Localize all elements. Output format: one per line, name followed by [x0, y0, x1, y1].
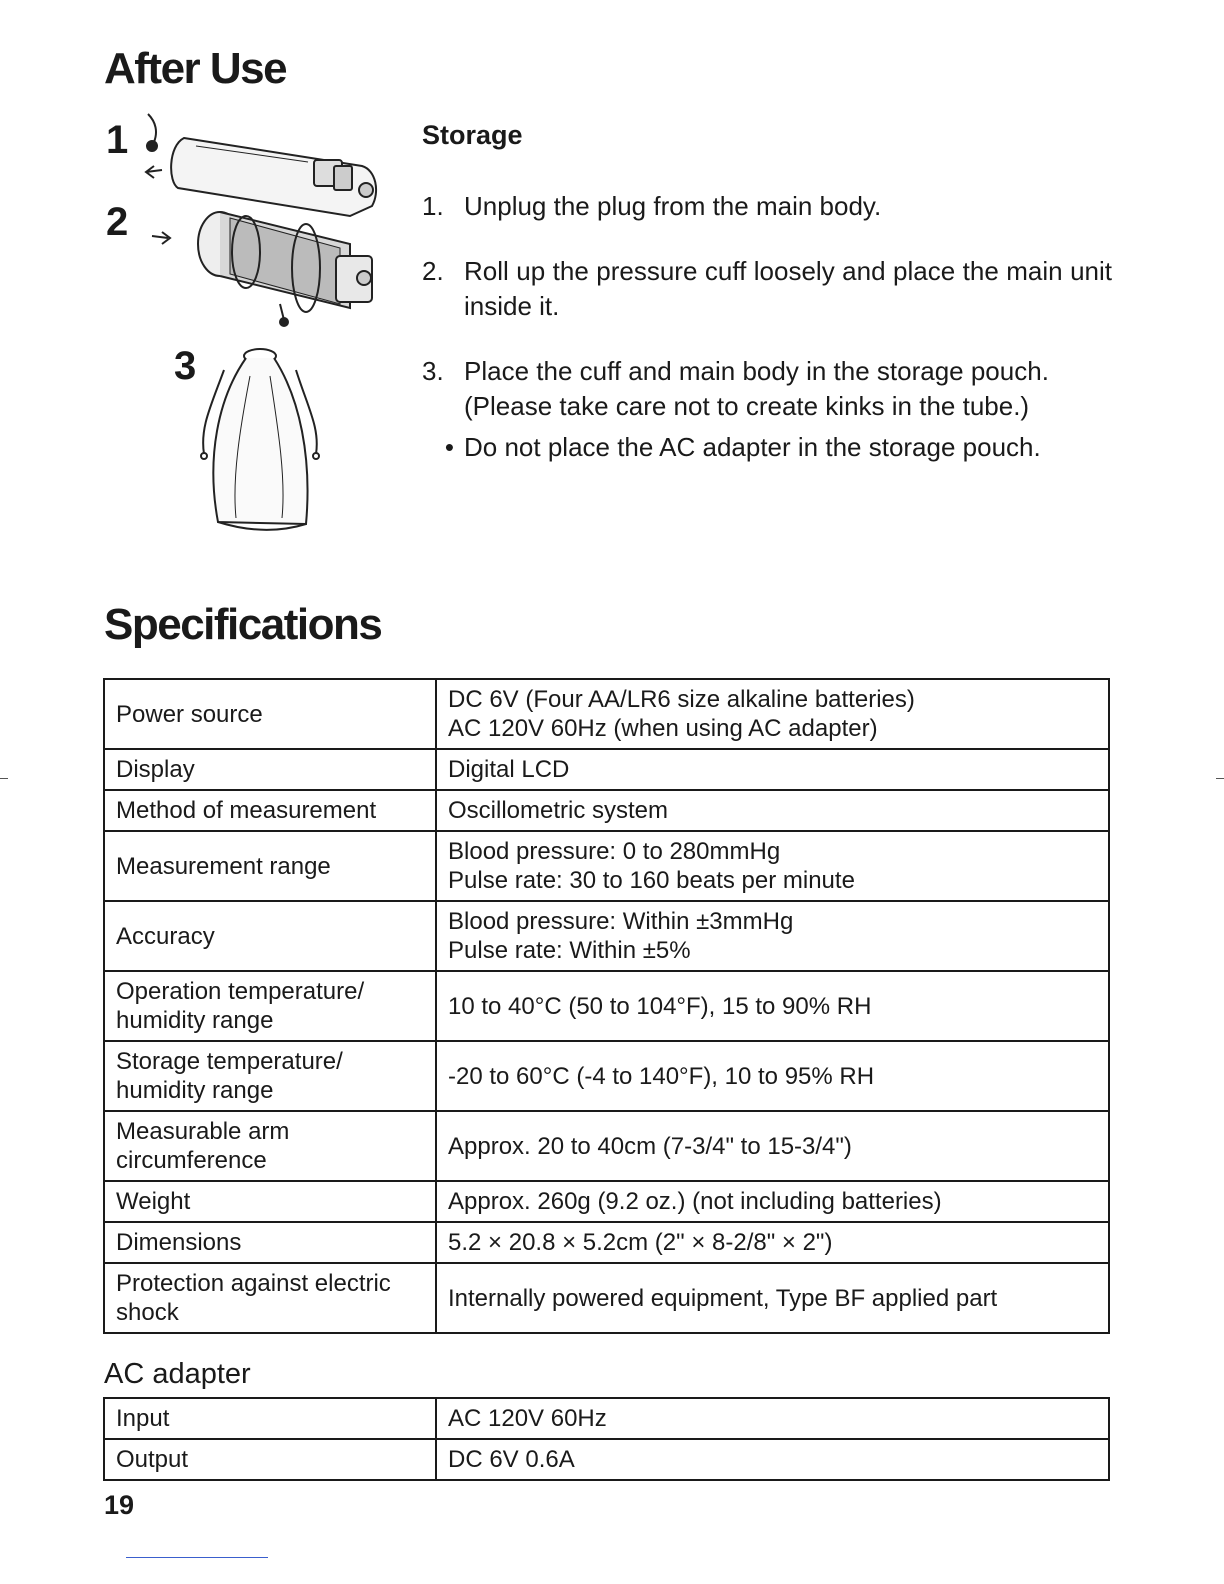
spec-label: Method of measurement	[104, 790, 436, 831]
spec-value-line: Internally powered equipment, Type BF applied part	[448, 1284, 998, 1312]
storage-step	[422, 354, 1112, 389]
spec-label: Measurable arm circumference	[104, 1111, 436, 1181]
spec-value	[436, 1041, 1109, 1111]
ac-adapter-title: AC adapter	[104, 1358, 251, 1390]
spec-label: Storage temperature/ humidity range	[104, 1041, 436, 1111]
spec-row	[104, 1398, 1109, 1439]
footer-rule	[126, 1557, 268, 1558]
spec-row	[104, 1263, 1109, 1333]
step-number: 2.	[422, 256, 444, 286]
step-number: 1.	[422, 191, 444, 221]
ac-adapter-table	[103, 1397, 1110, 1481]
spec-value	[436, 1181, 1109, 1222]
spec-label: Operation temperature/ humidity range	[104, 971, 436, 1041]
spec-row	[104, 1439, 1109, 1480]
spec-label: Input	[104, 1398, 436, 1439]
spec-label: Power source	[104, 679, 436, 749]
spec-value-line: AC 120V 60Hz	[448, 1405, 607, 1432]
spec-value-line: AC 120V 60Hz (when using AC adapter)	[448, 715, 878, 742]
step-number: 3.	[422, 356, 444, 386]
spec-value-line: Pulse rate: Within ±5%	[448, 937, 691, 964]
spec-value-line: -20 to 60°C (-4 to 140°F), 10 to 95% RH	[448, 1062, 875, 1090]
spec-label: Display	[104, 749, 436, 790]
crop-mark-left	[0, 778, 8, 779]
spec-value-line: DC 6V (Four AA/LR6 size alkaline batteries)	[448, 686, 915, 713]
storage-step	[422, 254, 1112, 324]
spec-row	[104, 1222, 1109, 1263]
spec-value-line: Approx. 20 to 40cm (7-3/4" to 15-3/4")	[448, 1132, 852, 1160]
spec-value	[436, 1111, 1109, 1181]
storage-step	[422, 189, 1112, 224]
spec-label: Output	[104, 1439, 436, 1480]
storage-bullet	[422, 430, 1112, 465]
spec-row	[104, 790, 1109, 831]
bullet-text: Do not place the AC adapter in the storage pouch.	[464, 432, 1041, 462]
spec-value-line: 5.2 × 20.8 × 5.2cm (2" × 8-2/8" × 2")	[448, 1229, 833, 1256]
spec-value	[436, 901, 1109, 971]
spec-row	[104, 831, 1109, 901]
spec-value	[436, 1439, 1109, 1480]
storage-note: (Please take care not to create kinks in the tube.)	[464, 391, 1030, 421]
specifications-table	[103, 678, 1110, 1334]
spec-value	[436, 1222, 1109, 1263]
after-use-title: After Use	[104, 44, 287, 93]
spec-label: Protection against electric shock	[104, 1263, 436, 1333]
spec-value-line: Pulse rate: 30 to 160 beats per minute	[448, 867, 855, 894]
spec-row	[104, 901, 1109, 971]
illustration-step-2-label: 2	[106, 200, 129, 244]
spec-value-line: Blood pressure: 0 to 280mmHg	[448, 838, 781, 865]
spec-value-line: Approx. 260g (9.2 oz.) (not including batteries)	[448, 1188, 942, 1215]
storage-pouch-drawing	[201, 349, 319, 530]
illustration-step-1-label: 1	[106, 118, 129, 162]
spec-value	[436, 1398, 1109, 1439]
illustration-step-3-label: 3	[174, 344, 197, 388]
spec-row	[104, 1181, 1109, 1222]
storage-illustration	[100, 108, 400, 538]
spec-value	[436, 1263, 1109, 1333]
spec-value	[436, 831, 1109, 901]
main-unit-drawing	[146, 114, 376, 216]
storage-title: Storage	[422, 120, 523, 150]
spec-label: Dimensions	[104, 1222, 436, 1263]
crop-mark-right	[1216, 778, 1224, 779]
spec-label: Weight	[104, 1181, 436, 1222]
spec-value	[436, 790, 1109, 831]
page-number: 19	[104, 1490, 135, 1520]
spec-row	[104, 971, 1109, 1041]
step-text: Place the cuff and main body in the storage pouch.	[464, 356, 1049, 386]
spec-value	[436, 749, 1109, 790]
bullet-icon: •	[444, 432, 454, 462]
spec-value-line: DC 6V 0.6A	[448, 1446, 575, 1473]
spec-value-line: Oscillometric system	[448, 797, 669, 824]
spec-value	[436, 679, 1109, 749]
step-text: Roll up the pressure cuff loosely and place the main unit inside it.	[464, 256, 1112, 321]
storage-section	[422, 120, 1112, 465]
step-text: Unplug the plug from the main body.	[464, 191, 882, 221]
spec-value	[436, 971, 1109, 1041]
rolled-cuff-drawing	[152, 212, 372, 326]
specifications-title: Specifications	[104, 600, 382, 649]
spec-label: Accuracy	[104, 901, 436, 971]
spec-value-line: Blood pressure: Within ±3mmHg	[448, 908, 794, 935]
spec-label: Measurement range	[104, 831, 436, 901]
spec-row	[104, 1111, 1109, 1181]
spec-row	[104, 749, 1109, 790]
spec-value-line: 10 to 40°C (50 to 104°F), 15 to 90% RH	[448, 992, 872, 1020]
spec-row	[104, 1041, 1109, 1111]
spec-row	[104, 679, 1109, 749]
spec-value-line: Digital LCD	[448, 756, 570, 783]
